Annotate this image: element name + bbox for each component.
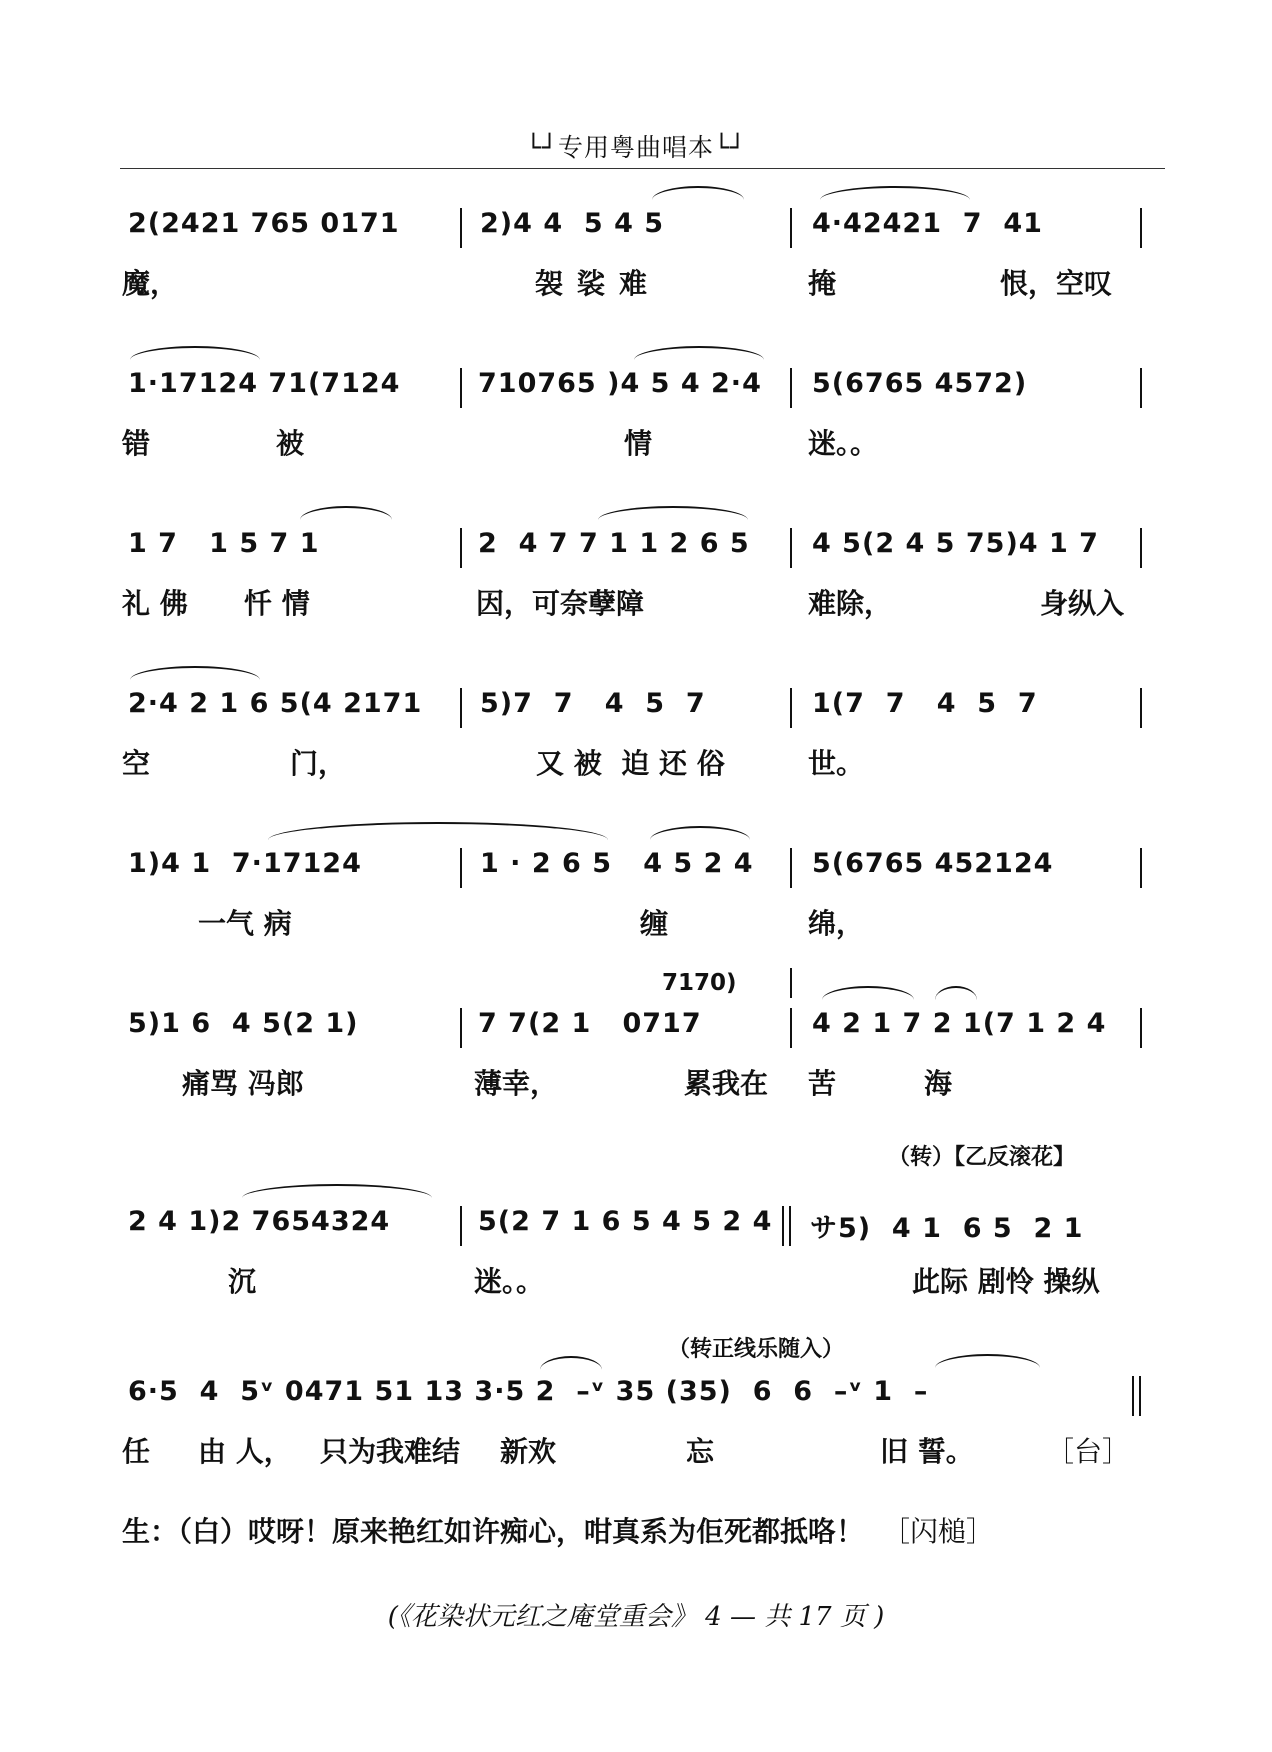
measure: 6·5 4 5ᵛ 0471 51 13 3·5 2 –ᵛ 35 (35) 6 6 –ᵛ 1 – [128,1376,929,1407]
barline [460,848,462,888]
lyric: 因，可奈孽障 [476,587,645,620]
slur [242,1184,432,1198]
lyric: 又 被 迫 还 俗 [536,747,725,780]
measure: 5)1 6 4 5(2 1) [128,1008,359,1039]
barline [790,368,792,408]
slur [634,346,764,360]
lyric: 新欢 [500,1435,557,1468]
lyric: 礼 佛 [122,587,188,620]
lyric: 魔， [122,267,179,300]
slur [820,186,970,200]
lyric: 迷。。 [474,1265,545,1298]
measure: 2(2421 765 0171 [128,208,400,239]
slur [130,346,260,360]
barline [790,848,792,888]
measure: 1)4 1 7·17124 [128,848,362,879]
lyric: 被 [276,427,305,460]
barline [790,688,792,728]
spoken-line [122,1510,994,1550]
measure: 5(6765 452124 [812,848,1054,879]
slur [300,506,392,520]
final-barline [1132,1376,1141,1416]
barline [1140,688,1142,728]
lyric: 迷。。 [808,427,879,460]
measure: 5(6765 4572) [812,368,1028,399]
measure: 1(7 7 4 5 7 [812,688,1038,719]
lyric: 苦 [808,1067,837,1100]
lyric: 只为我难结 [320,1435,461,1468]
barline [460,368,462,408]
lyric: 由 人， [198,1435,292,1468]
measure: 2 4 1)2 7654324 [128,1206,391,1237]
ossia-notes: 7170) [662,970,737,996]
lyric: 世。 [808,747,865,780]
slur [130,666,260,680]
barline [460,208,462,248]
lyric: 绵， [808,907,865,940]
barline [790,208,792,248]
slur [268,822,608,840]
lyric: 情 [624,427,653,460]
lyric: 恨，空叹 [1000,267,1113,300]
measure: 1 7 1 5 7 1 [128,528,320,559]
slur [935,986,977,1000]
lyric: 身纵入 [1040,587,1125,620]
slur [652,186,744,200]
lyric: 海 [924,1067,953,1100]
measure: 1·17124 71(7124 [128,368,401,399]
lyric: 旧 誓。 [880,1435,974,1468]
measure: 4 5(2 4 5 75)4 1 7 [812,528,1099,559]
measure: 7 7(2 1 0717 [478,1008,702,1039]
barline [1140,368,1142,408]
songbook-header: └┘专用粤曲唱本└┘ [525,133,747,162]
barline [790,528,792,568]
lyric: 此际 剧怜 操纵 [912,1265,1100,1298]
lyric: 空 [122,747,151,780]
mode-change-annotation: （转）【乙反滚花】 [888,1144,1076,1170]
slur [822,986,914,1000]
percussion-cue: ［闪槌］ [882,1515,995,1548]
lyric: 难除， [808,587,893,620]
lyric: 门， [290,747,347,780]
spoken-text: 生：（白）哎呀！原来艳红如许痴心，咁真系为佢死都抵咯！ [122,1515,865,1548]
slur [935,1354,1040,1368]
accompaniment-annotation: （转正线乐随入） [668,1336,845,1362]
header-rule [120,168,1165,169]
measure: 2·4 2 1 6 5(4 2171 [128,688,423,719]
measure: 5)7 7 4 5 7 [480,688,706,719]
stage-cue: ［台］ [1046,1435,1131,1468]
lyric: 掩 [808,267,837,300]
barline [1140,848,1142,888]
slur [540,1356,602,1370]
measure: 4·42421 7 41 [812,208,1043,239]
lyric: 袈裟难 [535,267,662,300]
measure: 2)4 4 5 4 5 [480,208,665,239]
lyric: 任 [122,1435,151,1468]
barline [790,1008,792,1048]
double-barline [782,1206,791,1246]
lyric: 薄幸， [474,1067,559,1100]
barline [460,1008,462,1048]
measure: 4 2 1 7 2 1(7 1 2 4 [812,1008,1107,1039]
measure: サ5) 4 1 6 5 2 1 [810,1213,1084,1244]
slur [598,506,748,520]
barline [1140,1008,1142,1048]
barline [790,968,792,998]
measure: 2 4 7 7 1 1 2 6 5 [478,528,750,559]
lyric: 沉 [228,1265,257,1298]
measure: 5(2 7 1 6 5 4 5 2 4 [478,1206,773,1237]
lyric: 忘 [686,1435,715,1468]
barline [460,528,462,568]
barline [1140,528,1142,568]
measure: 710765 )4 5 4 2·4 [478,368,762,399]
lyric: 忏 情 [244,587,310,620]
measure: 1 · 2 6 5 4 5 2 4 [480,848,754,879]
lyric: 错 [122,427,151,460]
barline [1140,208,1142,248]
page-footer: (《花染状元红之庵堂重会》 4 — 共 17 页 ) [387,1602,885,1632]
barline [460,688,462,728]
lyric: 累我在 [684,1067,769,1100]
lyric: 缠 [640,907,669,940]
slur [650,826,750,840]
lyric: 痛骂 冯郎 [182,1067,304,1100]
lyric: 一气 病 [198,907,292,940]
barline [460,1206,462,1246]
